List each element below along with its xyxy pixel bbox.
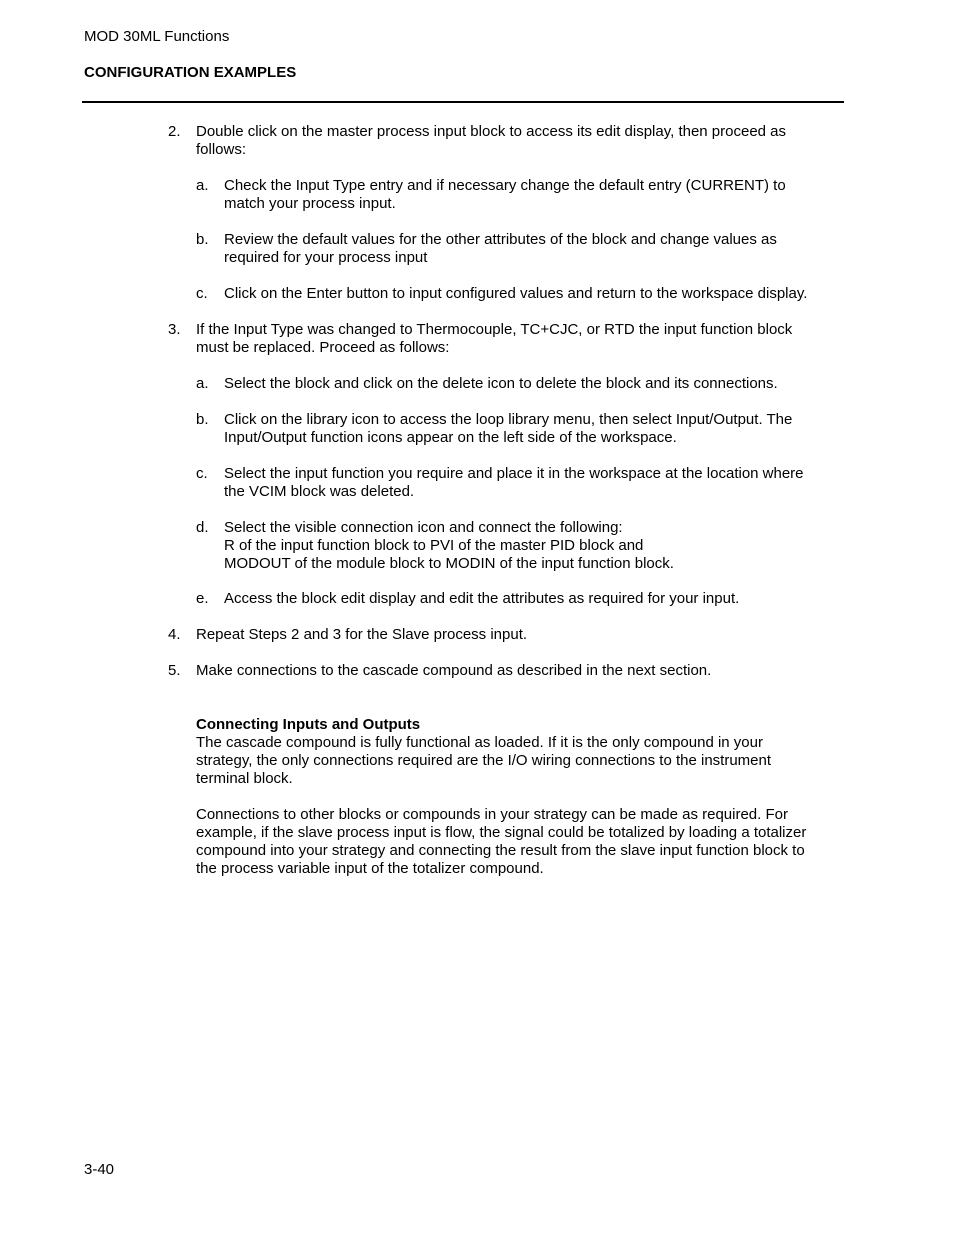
step-5-text [196, 662, 846, 680]
step-2-line-1: Double click on the master process input block to access its edit display, then proceed as [196, 123, 787, 140]
step-2a-letter: a. [196, 177, 209, 194]
step-2a-text [224, 177, 846, 213]
step-2b-line-1: Review the default values for the other attributes of the block and change values as [224, 231, 777, 248]
step-2-text [196, 123, 846, 159]
step-2a-line-1: Check the Input Type entry and if necessary change the default entry (CURRENT) to [224, 177, 786, 194]
step-4-line-1: Repeat Steps 2 and 3 for the Slave process input. [196, 626, 528, 643]
section-p2-line-1: Connections to other blocks or compounds in your strategy can be made as required. For [196, 806, 788, 823]
step-2b-text [224, 231, 846, 267]
header-title: MOD 30ML Functions [84, 28, 230, 45]
step-3c-text [224, 465, 846, 501]
step-2b-line-2: required for your process input [224, 249, 428, 266]
step-3d-line-2: R of the input function block to PVI of the master PID block and [224, 537, 644, 554]
step-3d-text [224, 519, 846, 573]
step-4-text [196, 626, 846, 644]
step-5-line-1: Make connections to the cascade compound as described in the next section. [196, 662, 712, 679]
step-3c-line-2: the VCIM block was deleted. [224, 483, 415, 500]
step-3d-line-3: MODOUT of the module block to MODIN of the input function block. [224, 555, 674, 572]
step-5-number: 5. [168, 662, 181, 679]
step-3-text [196, 321, 846, 357]
section-p2-line-4: the process variable input of the totalizer compound. [196, 860, 544, 877]
section-p2-line-3: compound into your strategy and connecting the result from the slave input function block to [196, 842, 805, 859]
section-heading: Connecting Inputs and Outputs [196, 716, 421, 733]
connecting-section [196, 716, 846, 788]
step-3d-letter: d. [196, 519, 209, 536]
step-3a-letter: a. [196, 375, 209, 392]
step-3e-letter: e. [196, 590, 209, 607]
step-2-number: 2. [168, 123, 181, 140]
step-2c-line-1: Click on the Enter button to input configured values and return to the workspace display. [224, 285, 808, 302]
step-3e-text [224, 590, 846, 608]
step-2c-text [224, 285, 846, 303]
step-3d-line-1: Select the visible connection icon and connect the following: [224, 519, 623, 536]
section-p2-line-2: example, if the slave process input is flow, the signal could be totalized by loading a totalizer [196, 824, 807, 841]
step-3-number: 3. [168, 321, 181, 338]
step-3a-text [224, 375, 846, 393]
header-rule [82, 101, 844, 103]
step-3c-line-1: Select the input function you require and place it in the workspace at the location where [224, 465, 804, 482]
step-2a-line-2: match your process input. [224, 195, 396, 212]
step-2-line-2: follows: [196, 141, 247, 158]
step-3b-line-2: Input/Output function icons appear on the left side of the workspace. [224, 429, 677, 446]
step-3a-line-1: Select the block and click on the delete icon to delete the block and its connections. [224, 375, 778, 392]
connecting-paragraph-2 [196, 806, 846, 878]
step-2b-letter: b. [196, 231, 209, 248]
step-3-line-2: must be replaced. Proceed as follows: [196, 339, 450, 356]
section-p1-line-1: The cascade compound is fully functional as loaded. If it is the only compound in your [196, 734, 763, 751]
step-3b-text [224, 411, 846, 447]
page-number: 3-40 [84, 1161, 115, 1178]
step-3b-letter: b. [196, 411, 209, 428]
step-4-number: 4. [168, 626, 181, 643]
step-3e-line-1: Access the block edit display and edit the attributes as required for your input. [224, 590, 740, 607]
step-3b-line-1: Click on the library icon to access the loop library menu, then select Input/Output. The [224, 411, 793, 428]
section-p1-line-3: terminal block. [196, 770, 293, 787]
step-2c-letter: c. [196, 285, 208, 302]
step-3c-letter: c. [196, 465, 208, 482]
section-p1-line-2: strategy, the only connections required are the I/O wiring connections to the instrument [196, 752, 772, 769]
step-3-line-1: If the Input Type was changed to Thermocouple, TC+CJC, or RTD the input function block [196, 321, 793, 338]
section-header: CONFIGURATION EXAMPLES [84, 64, 297, 81]
